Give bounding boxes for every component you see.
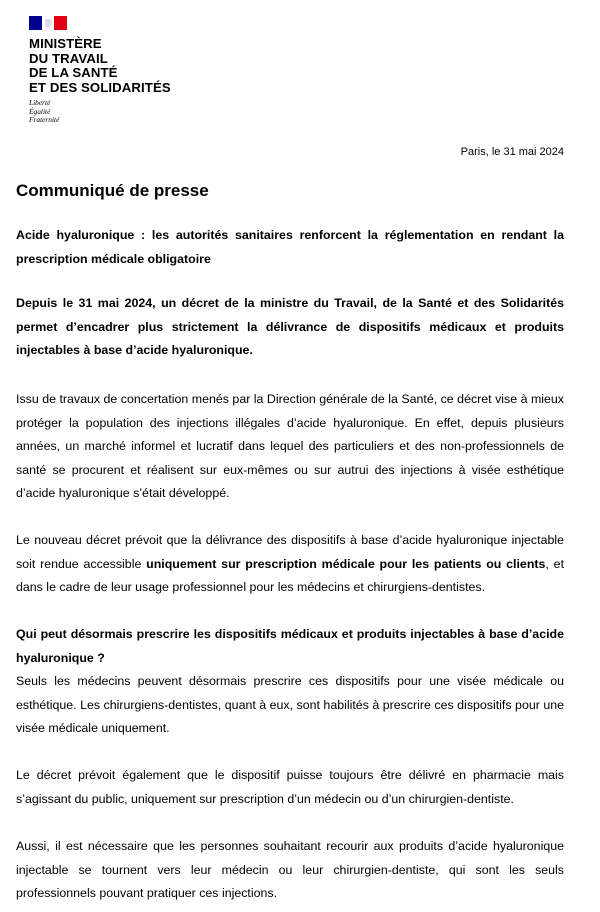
paragraph-2-emphasis: uniquement sur prescription médicale pour les patients ou clients [146, 556, 546, 571]
ministry-name: MINISTÈRE DU TRAVAIL DE LA SANTÉ ET DES SOLIDARITÉS [29, 36, 171, 95]
question-heading: Qui peut désormais prescrire les dispositifs médicaux et produits injectables à base d’acide hyaluronique ? [16, 627, 564, 665]
body-paragraph-5: Aussi, il est nécessaire que les personnes souhaitant recourir aux produits d’acide hyaluronique injectable se tournent vers leur médecin ou leur chirurgien-dentiste, qui sont les seuls professionnels pouvant pratiquer ces injections. [16, 839, 564, 900]
republic-motto: Liberté Égalité Fraternité [29, 98, 60, 124]
flag-red-band [54, 16, 67, 30]
dateline: Paris, le 31 mai 2024 [460, 146, 564, 158]
french-flag-icon [29, 16, 67, 30]
body-paragraph-2 [16, 529, 564, 600]
paragraph-2-end: , et dans le cadre de leur usage professionnel pour les médecins et chirurgiens-dentistes. [16, 556, 565, 594]
ministry-logo [29, 16, 209, 125]
lead-paragraph: Depuis le 31 mai 2024, un décret de la ministre du Travail, de la Santé et des Solidarités permet d’encadrer plus strictement la délivrance de dispositifs médicaux et produits injectables à base d’acide hyaluronique. [16, 296, 564, 357]
body-paragraph-3: Seuls les médecins peuvent désormais prescrire ces dispositifs pour une visée médicale ou esthétique. Les chirurgiens-dentistes, quant à eux, sont habilités à prescrire ces dispositifs pour une visée médicale uniquement. [16, 674, 564, 735]
headline: Acide hyaluronique : les autorités sanitaires renforcent la réglementation en rendant la prescription médicale obligatoire [16, 228, 564, 266]
body-paragraph-1: Issu de travaux de concertation menés par la Direction générale de la Santé, ce décret vise à mieux protéger la population des injections illégales d’acide hyaluronique. En effet, depuis plusieurs années, un marché informel et lucratif dans lequel des particuliers et des non-professionnels de santé se procurent et réalisent sur eux-mêmes ou sur autrui des injections à visée esthétique d’acide hyaluronique s’était développé. [16, 392, 564, 500]
flag-blue-band [29, 16, 42, 30]
body-paragraph-4: Le décret prévoit également que le dispositif puisse toujours être délivré en pharmacie mais s’agissant du public, uniquement sur prescription d’un médecin ou d’un chirurgien-dentiste. [16, 768, 564, 806]
flag-white-band [42, 16, 54, 30]
paragraph-2-intro: Le nouveau décret prévoit que la délivrance des dispositifs à base d’acide hyaluronique injectable soit rendue accessible [16, 533, 564, 571]
page-title: Communiqué de presse [16, 181, 209, 200]
question-section [16, 623, 564, 741]
